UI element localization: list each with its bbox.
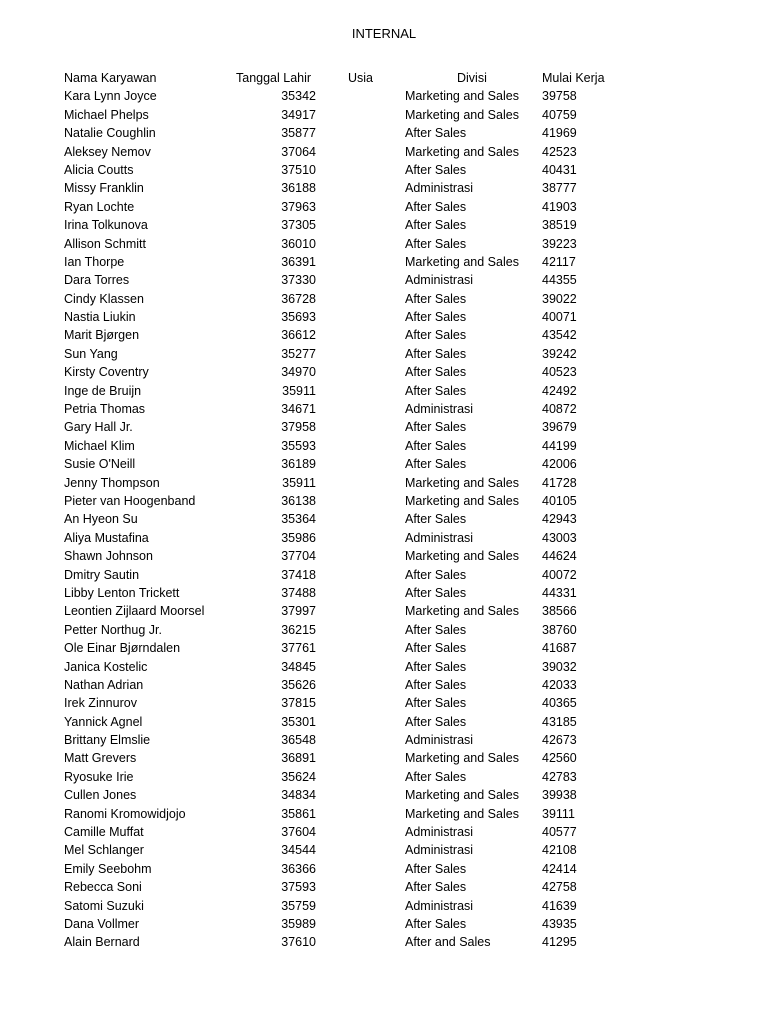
cell-start-date: 42673 [542,733,577,748]
cell-division: Administrasi [405,181,474,196]
cell-division: After Sales [405,236,467,251]
cell-division: After Sales [405,346,467,361]
table-row [64,216,684,234]
cell-start-date: 40577 [542,825,577,840]
cell-name: Shawn Johnson [64,549,153,564]
cell-start-date: 42560 [542,751,577,766]
cell-division: Marketing and Sales [405,107,519,122]
cell-division: After Sales [405,861,467,876]
cell-start-date: 40105 [542,493,577,508]
cell-start-date: 42758 [542,880,577,895]
cell-name: Cullen Jones [64,788,137,803]
cell-name: Michael Klim [64,438,135,453]
table-row [64,933,684,951]
table-row [64,143,684,161]
cell-birth-date: 36366 [281,861,316,876]
cell-division: After Sales [405,659,467,674]
table-row [64,713,684,731]
cell-name: Nastia Liukin [64,310,136,325]
table-row [64,805,684,823]
table-row [64,290,684,308]
table-row [64,492,684,510]
cell-start-date: 38566 [542,604,577,619]
cell-start-date: 42943 [542,512,577,527]
cell-name: An Hyeon Su [64,512,138,527]
cell-division: After Sales [405,365,467,380]
cell-start-date: 42006 [542,457,577,472]
cell-birth-date: 34834 [281,788,316,803]
cell-name: Yannick Agnel [64,714,143,729]
cell-division: After Sales [405,769,467,784]
cell-name: Aleksey Nemov [64,144,151,159]
cell-start-date: 39022 [542,291,577,306]
cell-start-date: 42492 [542,383,577,398]
cell-name: Petria Thomas [64,402,146,417]
cell-birth-date: 35301 [281,714,316,729]
cell-division: Marketing and Sales [405,604,519,619]
cell-start-date: 39111 [542,806,575,821]
cell-name: Jenny Thompson [64,475,160,490]
cell-name: Nathan Adrian [64,677,144,692]
cell-birth-date: 34845 [281,659,316,674]
table-row [64,161,684,179]
cell-division: Marketing and Sales [405,475,519,490]
cell-start-date: 41969 [542,126,577,141]
cell-start-date: 42523 [542,144,577,159]
cell-birth-date: 34917 [281,107,316,122]
cell-name: Libby Lenton Trickett [64,585,180,600]
cell-start-date: 38777 [542,181,577,196]
cell-division: After Sales [405,641,467,656]
cell-name: Janica Kostelic [64,659,148,674]
table-row [64,694,684,712]
cell-birth-date: 36215 [281,622,316,637]
cell-name: Leontien Zijlaard Moorsel [64,604,205,619]
table-row [64,106,684,124]
cell-division: After Sales [405,512,467,527]
table-row [64,547,684,565]
cell-name: Natalie Coughlin [64,126,156,141]
cell-start-date: 43003 [542,530,577,545]
cell-birth-date: 37815 [281,696,316,711]
cell-name: Allison Schmitt [64,236,146,251]
cell-name: Emily Seebohm [64,861,152,876]
cell-start-date: 41639 [542,898,577,913]
cell-division: After Sales [405,714,467,729]
cell-name: Gary Hall Jr. [64,420,133,435]
cell-start-date: 40872 [542,402,577,417]
cell-birth-date: 37418 [281,567,316,582]
cell-birth-date: 36728 [281,291,316,306]
table-row [64,382,684,400]
cell-birth-date: 36189 [281,457,316,472]
cell-start-date: 40365 [542,696,577,711]
cell-division: Marketing and Sales [405,89,519,104]
cell-birth-date: 35877 [281,126,316,141]
table-row [64,878,684,896]
cell-birth-date: 36010 [281,236,316,251]
cell-name: Aliya Mustafina [64,530,149,545]
cell-birth-date: 35759 [281,898,316,913]
cell-name: Marit Bjørgen [64,328,140,343]
table-row [64,841,684,859]
cell-start-date: 43542 [542,328,577,343]
cell-start-date: 41687 [542,641,577,656]
cell-birth-date: 35593 [281,438,316,453]
cell-birth-date: 35693 [281,310,316,325]
cell-name: Ole Einar Bjørndalen [64,641,181,656]
table-row [64,621,684,639]
table-row [64,455,684,473]
cell-name: Irek Zinnurov [64,696,137,711]
table-row [64,418,684,436]
cell-name: Ryosuke Irie [64,769,134,784]
table-body [64,87,684,951]
table-row [64,897,684,915]
table-row [64,658,684,676]
table-row [64,529,684,547]
cell-start-date: 42414 [542,861,577,876]
cell-start-date: 39032 [542,659,577,674]
cell-division: Administrasi [405,402,474,417]
cell-division: After Sales [405,162,467,177]
cell-division: Administrasi [405,825,474,840]
cell-start-date: 40072 [542,567,577,582]
cell-division: Marketing and Sales [405,144,519,159]
cell-division: After Sales [405,218,467,233]
cell-start-date: 41295 [542,935,577,950]
cell-division: After Sales [405,438,467,453]
cell-birth-date: 35989 [281,916,316,931]
cell-name: Pieter van Hoogenband [64,493,196,508]
table-row [64,584,684,602]
cell-birth-date: 36612 [281,328,316,343]
cell-name: Missy Franklin [64,181,144,196]
cell-division: Administrasi [405,530,474,545]
table-row [64,124,684,142]
cell-division: After Sales [405,420,467,435]
cell-division: After Sales [405,199,467,214]
column-header-age: Usia [348,71,374,85]
cell-start-date: 43935 [542,916,577,931]
column-header-name: Nama Karyawan [64,71,157,85]
cell-division: After Sales [405,622,467,637]
cell-birth-date: 36138 [281,493,316,508]
cell-start-date: 39938 [542,788,577,803]
cell-birth-date: 37604 [281,825,316,840]
cell-start-date: 42033 [542,677,577,692]
cell-name: Inge de Bruijn [64,383,142,398]
cell-division: Marketing and Sales [405,254,519,269]
cell-start-date: 40431 [542,162,577,177]
cell-name: Ranomi Kromowidjojo [64,806,186,821]
cell-name: Matt Grevers [64,751,137,766]
cell-division: After Sales [405,880,467,895]
page-title: INTERNAL [351,26,417,41]
cell-birth-date: 37958 [281,420,316,435]
cell-birth-date: 37488 [281,585,316,600]
cell-birth-date: 35364 [281,512,316,527]
column-header-division: Divisi [457,71,487,85]
table-row [64,345,684,363]
table-row [64,749,684,767]
employee-table [64,69,684,952]
cell-birth-date: 35861 [281,806,316,821]
cell-division: Administrasi [405,273,474,288]
cell-start-date: 44199 [542,438,577,453]
cell-start-date: 41728 [542,475,577,490]
cell-start-date: 42783 [542,769,577,784]
table-row [64,198,684,216]
table-row [64,566,684,584]
cell-start-date: 42108 [542,843,577,858]
cell-birth-date: 37610 [281,935,316,950]
table-row [64,510,684,528]
table-row [64,474,684,492]
cell-name: Sun Yang [64,346,118,361]
cell-name: Susie O'Neill [64,457,136,472]
cell-name: Rebecca Soni [64,880,142,895]
cell-start-date: 38760 [542,622,577,637]
cell-division: Marketing and Sales [405,493,519,508]
cell-start-date: 40759 [542,107,577,122]
table-row [64,639,684,657]
cell-birth-date: 35277 [281,346,316,361]
cell-name: Kirsty Coventry [64,365,149,380]
cell-birth-date: 37997 [281,604,316,619]
column-header-start-date: Mulai Kerja [542,71,605,85]
cell-division: After Sales [405,291,467,306]
cell-name: Ian Thorpe [64,254,125,269]
cell-name: Camille Muffat [64,825,144,840]
cell-name: Irina Tolkunova [64,218,148,233]
cell-start-date: 44331 [542,585,577,600]
table-row [64,179,684,197]
cell-name: Cindy Klassen [64,291,144,306]
cell-division: After Sales [405,126,467,141]
cell-birth-date: 36391 [281,254,316,269]
cell-birth-date: 34544 [281,843,316,858]
table-row [64,602,684,620]
table-row [64,823,684,841]
cell-birth-date: 36548 [281,733,316,748]
cell-division: Administrasi [405,843,474,858]
cell-birth-date: 37704 [281,549,316,564]
cell-birth-date: 37963 [281,199,316,214]
cell-name: Kara Lynn Joyce [64,89,157,104]
cell-birth-date: 37593 [281,880,316,895]
table-row [64,860,684,878]
cell-birth-date: 37330 [281,273,316,288]
cell-start-date: 44624 [542,549,577,564]
cell-birth-date: 34970 [281,365,316,380]
cell-division: Administrasi [405,733,474,748]
cell-start-date: 39242 [542,346,577,361]
cell-division: After Sales [405,916,467,931]
cell-division: After Sales [405,383,467,398]
cell-start-date: 39679 [542,420,577,435]
table-row [64,768,684,786]
cell-division: Marketing and Sales [405,549,519,564]
cell-birth-date: 35342 [281,89,316,104]
table-row [64,235,684,253]
table-row [64,437,684,455]
table-row [64,400,684,418]
cell-birth-date: 37305 [281,218,316,233]
cell-start-date: 38519 [542,218,577,233]
table-row [64,786,684,804]
cell-division: After Sales [405,328,467,343]
cell-division: After Sales [405,696,467,711]
cell-birth-date: 36188 [281,181,316,196]
cell-division: Marketing and Sales [405,751,519,766]
table-row [64,326,684,344]
cell-start-date: 43185 [542,714,577,729]
cell-birth-date: 34671 [281,402,316,417]
cell-name: Dara Torres [64,273,130,288]
cell-name: Michael Phelps [64,107,149,122]
cell-division: After Sales [405,457,467,472]
cell-birth-date: 35911 [282,383,316,398]
cell-name: Petter Northug Jr. [64,622,162,637]
cell-name: Dmitry Sautin [64,567,140,582]
table-row [64,915,684,933]
table-row [64,731,684,749]
cell-division: Administrasi [405,898,474,913]
column-header-birth-date: Tanggal Lahir [236,71,312,85]
cell-name: Satomi Suzuki [64,898,144,913]
table-row [64,363,684,381]
cell-birth-date: 35911 [282,475,316,490]
cell-start-date: 44355 [542,273,577,288]
table-row [64,308,684,326]
cell-division: After Sales [405,567,467,582]
cell-start-date: 42117 [542,254,576,269]
cell-birth-date: 35624 [281,769,316,784]
cell-birth-date: 37510 [281,162,316,177]
cell-division: After Sales [405,677,467,692]
table-row [64,271,684,289]
cell-name: Brittany Elmslie [64,733,151,748]
table-row [64,676,684,694]
table-row [64,87,684,105]
table-header-row [64,69,684,87]
cell-start-date: 40071 [542,310,577,325]
cell-start-date: 41903 [542,199,577,214]
cell-division: After and Sales [405,935,491,950]
cell-birth-date: 35626 [281,677,316,692]
cell-birth-date: 36891 [281,751,316,766]
cell-division: Marketing and Sales [405,788,519,803]
cell-birth-date: 37761 [281,641,316,656]
cell-birth-date: 37064 [281,144,316,159]
cell-name: Alain Bernard [64,935,140,950]
cell-name: Dana Vollmer [64,916,140,931]
cell-start-date: 39758 [542,89,577,104]
cell-name: Mel Schlanger [64,843,144,858]
cell-name: Ryan Lochte [64,199,135,214]
cell-birth-date: 35986 [281,530,316,545]
cell-start-date: 40523 [542,365,577,380]
cell-division: After Sales [405,585,467,600]
cell-start-date: 39223 [542,236,577,251]
cell-division: After Sales [405,310,467,325]
cell-name: Alicia Coutts [64,162,134,177]
cell-division: Marketing and Sales [405,806,519,821]
table-row [64,253,684,271]
